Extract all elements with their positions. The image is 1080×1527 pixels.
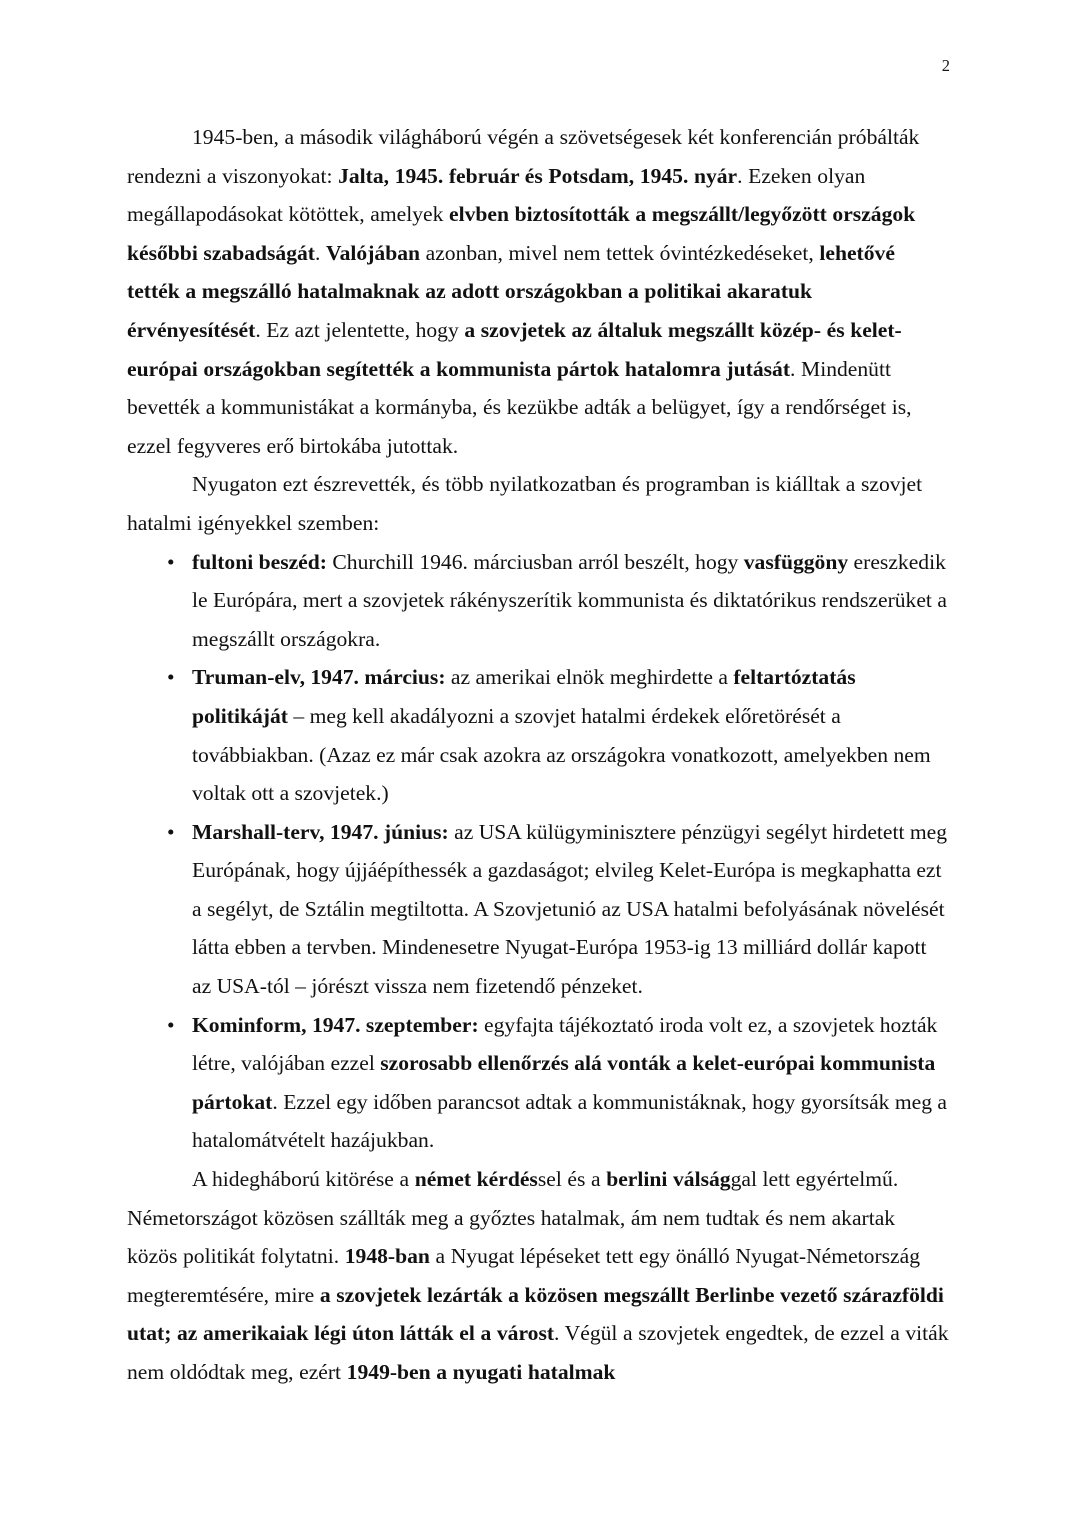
bold-run: Truman-elv, 1947. március: [192,665,446,690]
page-number: 2 [941,56,950,75]
text-run: azonban, mivel nem tettek óvintézkedéseket, [420,240,820,265]
bold-run: feltartóztatás politikáját [192,665,856,728]
bold-run: a szovjetek az általuk megszállt közép- és kelet-európai országokban segítették a kommunista pártok hatalomra jutását [127,317,902,381]
document-body [127,118,951,1392]
page-header [0,56,1080,82]
text-run: ereszkedik le Európára, mert a szovjetek rákényszerítik kommunista és diktatórikus rendszerüket a megszállt országokra. [192,549,947,651]
bold-run: Kominform, 1947. szeptember: [192,1012,479,1037]
bullet-icon: • [167,819,175,844]
text-run: . Végül a szovjetek engedtek, de ezzel a viták nem oldódtak meg, ezért [127,1321,949,1384]
bold-run: lehetővé tették a megszálló hatalmaknak az adott országokban a politikai akaratuk érvényesítését [127,240,895,342]
text-run: 1945-ben, a második világháború végén a szövetségesek két konferencián próbálták rendezni a viszonyokat: [127,125,920,188]
text-run: egyfajta tájékoztató iroda volt ez, a szovjetek hozták létre, valójában ezzel [192,1012,938,1076]
paragraph-intro-runs [127,125,919,458]
bold-run: 1948-ban [344,1244,430,1269]
bold-run: berlini válság [606,1167,731,1192]
text-run: sel és a [537,1167,607,1192]
bold-run: német kérdés [414,1167,538,1192]
paragraph-german-question [127,1160,951,1392]
paragraph-west-response-runs [127,472,922,535]
bullet-icon: • [167,549,175,574]
text-run: . [315,240,326,265]
bold-run: szorosabb ellenőrzés alá vonták a kelet-európai kommunista pártokat [192,1051,936,1114]
bold-run: Marshall-terv, 1947. június: [192,819,449,844]
text-run: . Mindenütt bevették a kommunistákat a kormányba, és kezükbe adták a belügyet, így a rendőrséget is, ezzel fegyveres erő birtokába jutottak. [127,356,912,458]
text-run: A hidegháború kitörése a [192,1167,415,1192]
bold-run: Jalta, 1945. február és Potsdam, 1945. nyár [338,163,738,188]
bullet-icon: • [167,1012,175,1037]
bold-run: elvben biztosították a megszállt/legyőzött országok későbbi szabadságát [127,202,916,265]
text-run: . Ez azt jelentette, hogy [255,317,465,342]
text-run: – meg kell akadályozni a szovjet hatalmi érdekek előretörését a továbbiakban. (Azaz ez már csak azokra az országokra vonatkozott, amelyekben nem voltak ott a szovjetek.) [192,703,931,806]
bold-run: Valójában [326,240,421,265]
list-item-text [192,1013,947,1153]
text-run: . Ezzel egy időben parancsot adtak a kommunistáknak, hogy gyorsítsák meg a hatalomátvételt hazájukban. [192,1089,948,1153]
text-run: a Nyugat lépéseket tett egy önálló Nyugat-Németország megteremtésére, mire [127,1244,921,1307]
text-run: . Ezeken olyan megállapodásokat kötöttek, amelyek [127,163,866,227]
bold-run: fultoni beszéd: [192,549,327,574]
text-run: Churchill 1946. márciusban arról beszélt, hogy [326,549,744,574]
paragraph-west-response [127,465,951,542]
bullet-icon: • [167,665,175,690]
list-item [127,658,951,812]
text-run: az amerikai elnök meghirdette a [445,665,734,690]
declaration-list [127,543,951,1161]
text-run: Nyugaton ezt észrevették, és több nyilatkozatban és programban is kiálltak a szovjet hatalmi igényekkel szemben: [127,472,923,535]
bold-run: vasfüggöny [743,549,849,574]
list-item-text [192,665,931,805]
list-item [127,543,951,659]
list-item-text [192,550,947,651]
text-run: az USA külügyminisztere pénzügyi segélyt hirdetett meg Európának, hogy újjáépíthessék a gazdaságot; elvileg Kelet-Európa is megkaphatta ezt a segélyt, de Sztálin megtiltotta. A Szovjetunió az USA hatalmi befolyásának növelését látta ebben a tervben. Mindenesetre Nyugat-Európa 1953-ig 13 milliárd dollár kapott az USA-tól – jórészt vissza nem fizetendő pénzeket. [192,819,948,999]
bold-run: 1949-ben a nyugati hatalmak [346,1360,616,1384]
list-item [127,813,951,1006]
list-item-text [192,820,947,998]
paragraph-intro [127,118,951,465]
paragraph-german-question-runs [127,1167,949,1384]
text-run: gal lett egyértelmű. Németországot közösen szállták meg a győztes hatalmak, ám nem tudtak és nem akartak közös politikát folytatni. [127,1167,899,1269]
list-item [127,1006,951,1160]
bold-run: a szovjetek lezárták a közösen megszállt Berlinbe vezető szárazföldi utat; az amerikaiak légi úton látták el a várost [127,1282,944,1346]
